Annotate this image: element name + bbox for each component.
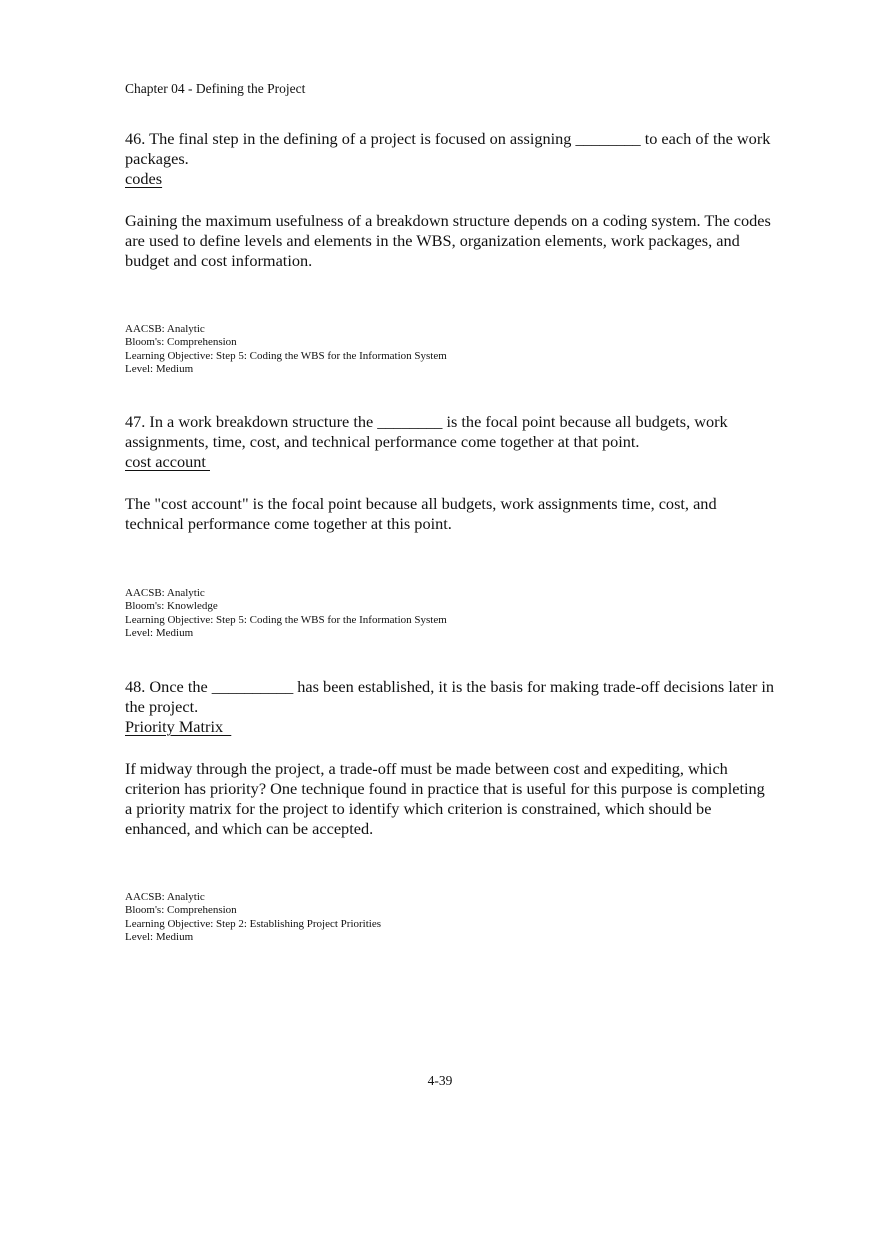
blooms-tag: Bloom's: Knowledge — [125, 600, 218, 613]
answer-text: Priority Matrix — [125, 717, 232, 736]
aacsb-tag: AACSB: Analytic — [125, 323, 205, 335]
explanation-text: If midway through the project, a trade-off must be made between cost and expediting, which criterion has priority? One technique found in practice that is useful for this purpose is completing a priority matrix for the project to identify which criterion is constrained, which should be enhanced, and which can be accepted. — [125, 759, 765, 838]
answer-text: codes — [125, 169, 163, 188]
question-block — [125, 129, 775, 271]
difficulty-level: Level: Medium — [125, 931, 194, 944]
blooms-tag: Bloom's: Comprehension — [125, 336, 237, 349]
chapter-header: Chapter 04 - Defining the Project — [125, 81, 306, 96]
explanation-text: Gaining the maximum usefulness of a breakdown structure depends on a coding system. The codes are used to define levels and elements in the WBS, organization elements, work packages, and budget and cost information. — [125, 211, 771, 270]
difficulty-level: Level: Medium — [125, 627, 194, 640]
metadata-block — [125, 891, 381, 945]
learning-objective: Learning Objective: Step 2: Establishing Project Priorities — [125, 917, 382, 930]
question-block — [125, 412, 775, 534]
metadata-block — [125, 587, 447, 641]
metadata-block — [125, 323, 447, 377]
aacsb-tag: AACSB: Analytic — [125, 587, 205, 599]
difficulty-level: Level: Medium — [125, 363, 194, 376]
question-block — [125, 677, 775, 839]
question-text: 48. Once the __________ has been established, it is the basis for making trade-off decisions later in the project. — [125, 677, 774, 716]
learning-objective: Learning Objective: Step 5: Coding the WBS for the Information System — [125, 349, 447, 362]
page-number: 4-39 — [427, 1073, 453, 1088]
question-text: 46. The final step in the defining of a project is focused on assigning ________ to each of the work packages. — [125, 129, 771, 168]
aacsb-tag: AACSB: Analytic — [125, 891, 205, 903]
blooms-tag: Bloom's: Comprehension — [125, 904, 237, 917]
answer-text: cost account — [125, 452, 210, 471]
question-text: 47. In a work breakdown structure the ________ is the focal point because all budgets, work assignments, time, cost, and technical performance come together at that point. — [125, 412, 728, 451]
explanation-text: The "cost account" is the focal point because all budgets, work assignments time, cost, and technical performance come together at this point. — [125, 494, 717, 533]
learning-objective: Learning Objective: Step 5: Coding the WBS for the Information System — [125, 613, 447, 626]
